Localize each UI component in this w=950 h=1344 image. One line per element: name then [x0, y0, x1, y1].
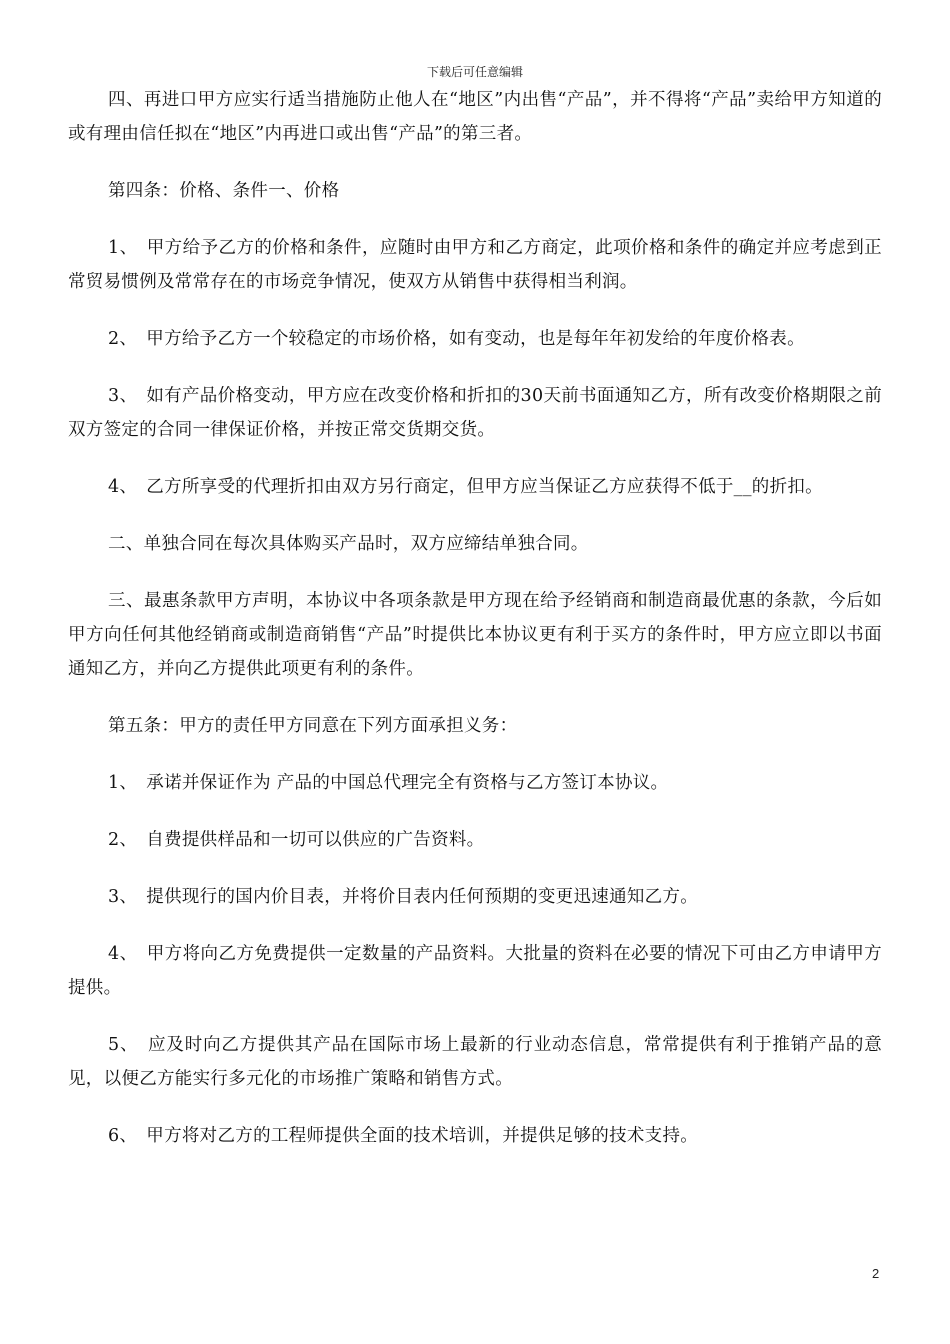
paragraph-reimport: 四、再进口甲方应实行适当措施防止他人在“地区”内出售“产品”，并不得将“产品”卖给甲方知道的或有理由信任拟在“地区”内再进口或出售“产品”的第三者。	[68, 90, 882, 144]
article-4-heading: 第四条：价格、条件一、价格	[108, 181, 340, 201]
paragraph-duty-4: 4、 甲方将向乙方免费提供一定数量的产品资料。大批量的资料在必要的情况下可由乙方申请甲方提供。	[68, 944, 882, 998]
paragraph-price-4: 4、 乙方所享受的代理折扣由双方另行商定，但甲方应当保证乙方应获得不低于__的折扣。	[108, 477, 823, 497]
paragraph-price-2: 2、 甲方给予乙方一个较稳定的市场价格，如有变动，也是每年年初发给的年度价格表。	[108, 329, 805, 349]
paragraph-duty-5: 5、 应及时向乙方提供其产品在国际市场上最新的行业动态信息，常常提供有利于推销产品的意见，以便乙方能实行多元化的市场推广策略和销售方式。	[68, 1035, 882, 1089]
paragraph-duty-6: 6、 甲方将对乙方的工程师提供全面的技术培训，并提供足够的技术支持。	[108, 1126, 699, 1146]
paragraph-price-3: 3、 如有产品价格变动，甲方应在改变价格和折扣的30天前书面通知乙方，所有改变价格期限之前双方签定的合同一律保证价格，并按正常交货期交货。	[68, 386, 882, 440]
paragraph-duty-2: 2、 自费提供样品和一切可以供应的广告资料。	[108, 830, 485, 850]
paragraph-most-favored: 三、最惠条款甲方声明，本协议中各项条款是甲方现在给予经销商和制造商最优惠的条款，今后如甲方向任何其他经销商或制造商销售“产品”时提供比本协议更有利于买方的条件时，甲方应立即以书面通知乙方，并向乙方提供此项更有利的条件。	[68, 591, 882, 679]
page-number: 2	[872, 1266, 880, 1281]
paragraph-duty-3: 3、 提供现行的国内价目表，并将价目表内任何预期的变更迅速通知乙方。	[108, 887, 699, 907]
paragraph-separate-contract: 二、单独合同在每次具体购买产品时，双方应缔结单独合同。	[108, 534, 589, 554]
document-body	[68, 83, 882, 1176]
paragraph-duty-1: 1、 承诺并保证作为 产品的中国总代理完全有资格与乙方签订本协议。	[108, 773, 669, 793]
article-5-heading: 第五条：甲方的责任甲方同意在下列方面承担义务：	[108, 716, 518, 736]
paragraph-price-1: 1、 甲方给予乙方的价格和条件，应随时由甲方和乙方商定，此项价格和条件的确定并应考虑到正常贸易惯例及常常存在的市场竞争情况，使双方从销售中获得相当利润。	[68, 238, 882, 292]
page-header: 下载后可任意编辑	[426, 65, 523, 79]
